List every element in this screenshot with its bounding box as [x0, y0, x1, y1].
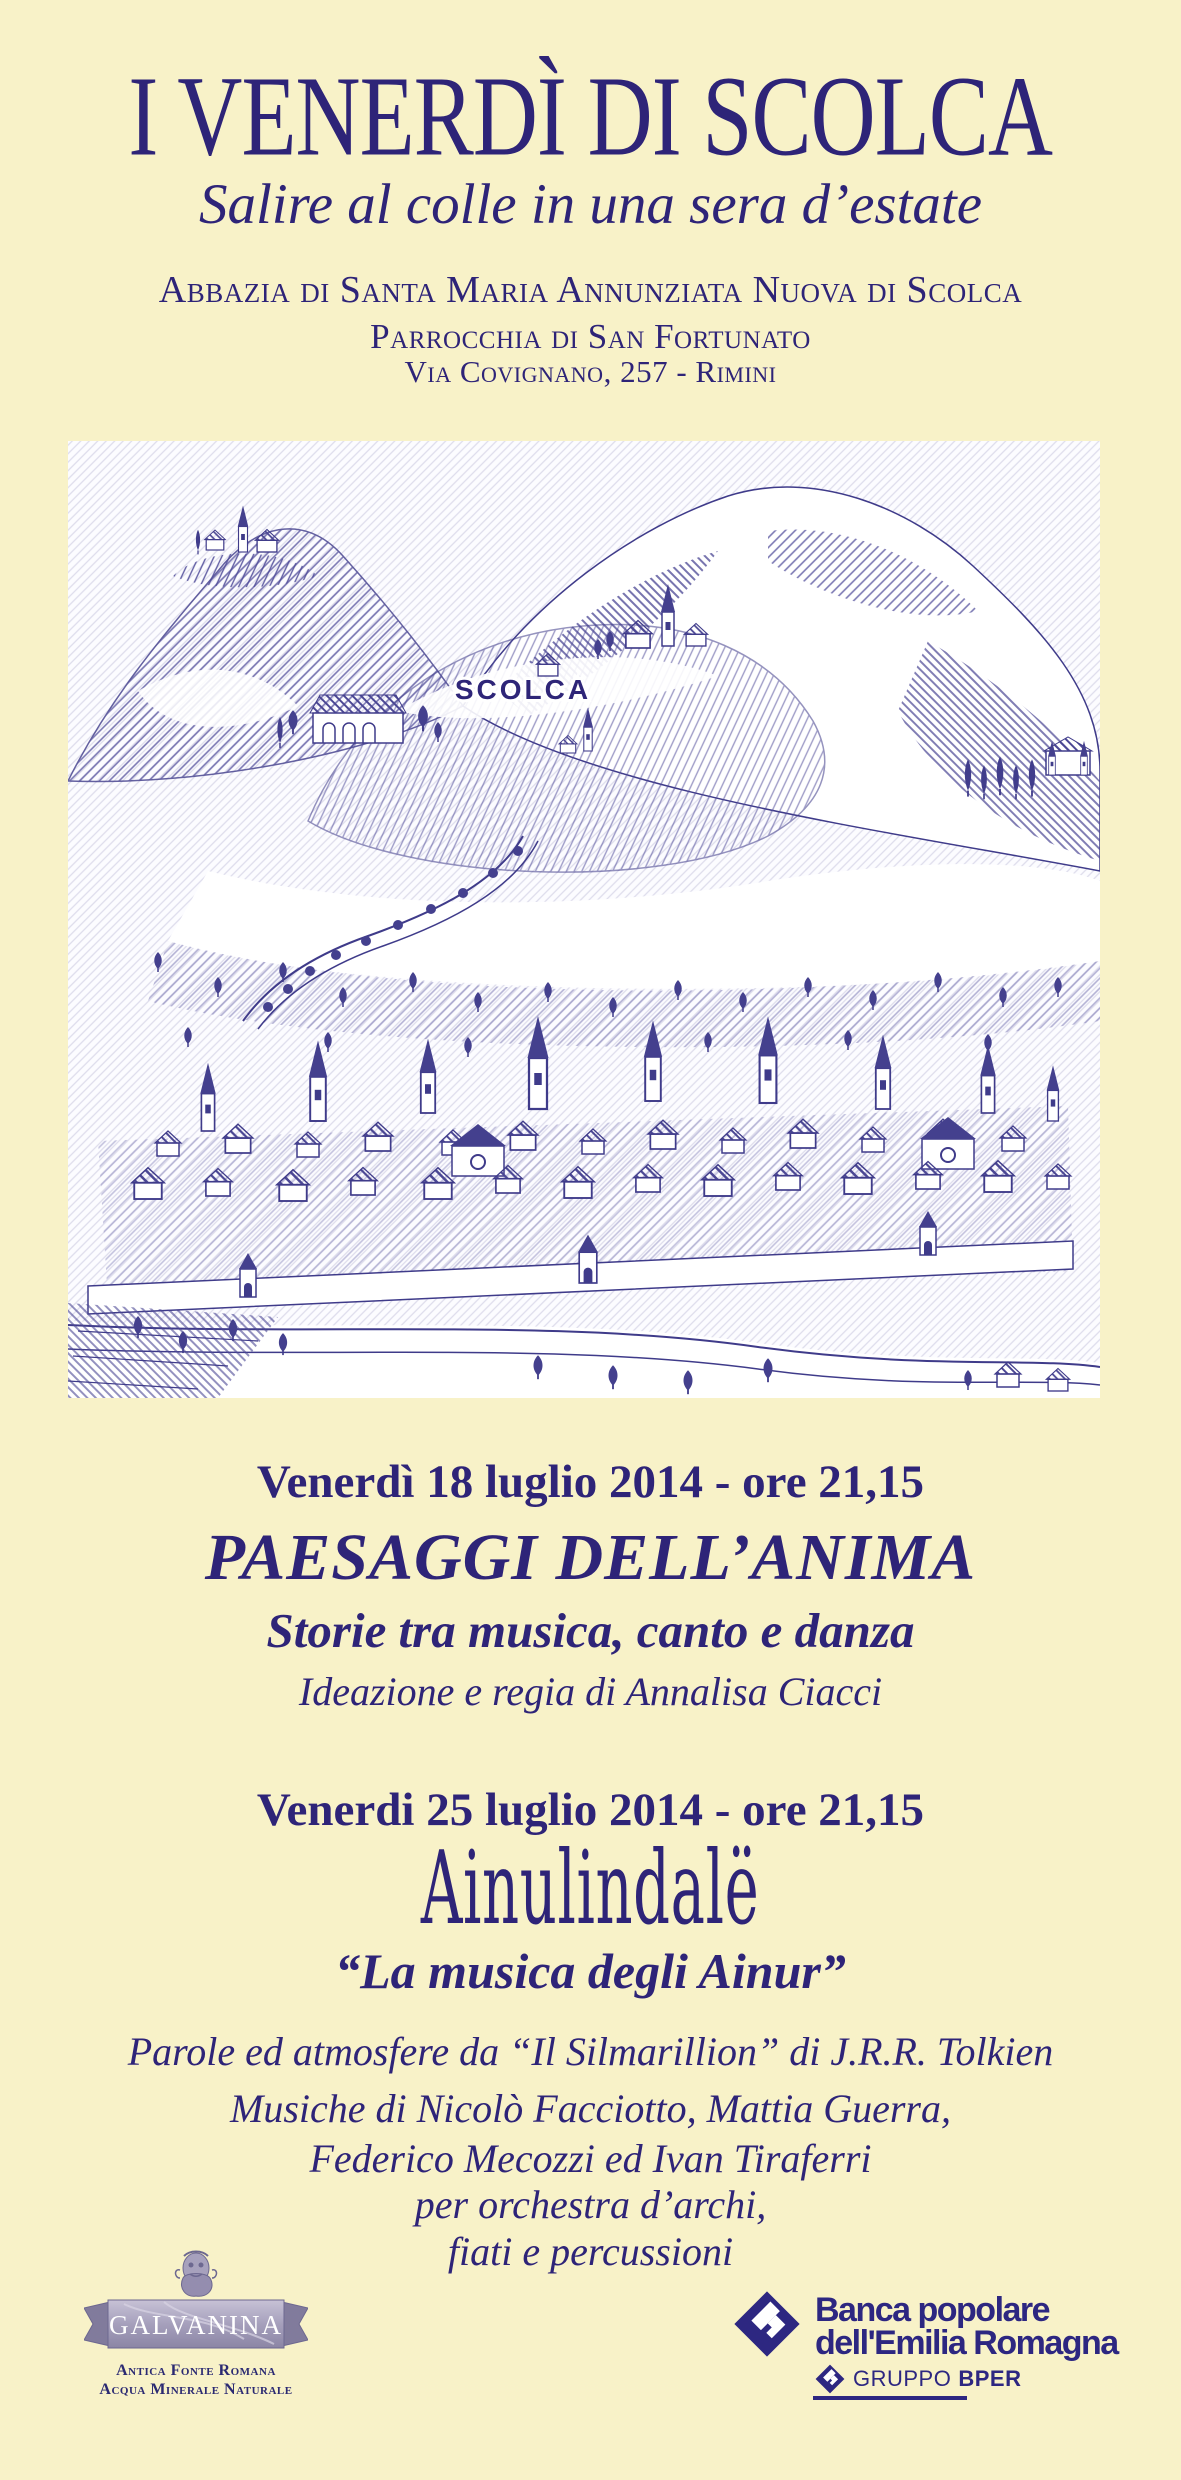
bper-name [815, 2291, 1118, 2363]
venue-line-3: Via Covignano, 257 - Rimini [404, 354, 777, 389]
event-2-date: Venerdi 25 luglio 2014 - ore 21,15 [256, 1784, 925, 1836]
event-1-credit: Ideazione e regia di Annalisa Ciacci [298, 1669, 883, 1714]
venue-line-1: Abbazia di Santa Maria Annunziata Nuova di Scolca [158, 269, 1023, 311]
page-subtitle: Salire al colle in una sera d’estate [198, 173, 983, 236]
event-1-title: PAESAGGI DELL’ANIMA [204, 1521, 977, 1594]
page-title [0, 53, 1181, 180]
event-2-credit-4: per orchestra d’archi, [414, 2182, 767, 2227]
event-2-credit-1: Parole ed atmosfere da “Il Silmarillion” di J.R.R. Tolkien [127, 2029, 1054, 2074]
engraving-illustration [68, 441, 1100, 1398]
bper-group-diamond-icon [815, 2364, 845, 2394]
galvanina-name: GALVANINA [108, 2310, 284, 2340]
galvanina-banner [84, 2294, 308, 2352]
illustration-place-label: SCOLCA [454, 674, 592, 705]
event-2-credit-2: Musiche di Nicolò Facciotto, Mattia Guerra, [230, 2086, 951, 2131]
bper-name-line-1: Banca popolare [815, 2291, 1050, 2329]
event-1-subtitle: Storie tra musica, canto e danza [266, 1603, 915, 1658]
galvanina-tagline-1: Antica Fonte Romana [116, 2362, 276, 2379]
sponsor-galvanina [76, 2248, 316, 2399]
venue-line-2: Parrocchia di San Fortunato [370, 317, 811, 356]
galvanina-tagline-2: Acqua Minerale Naturale [99, 2381, 293, 2399]
bper-main-row [733, 2290, 1143, 2361]
event-2-title-text: Ainulindalë [421, 1829, 760, 1948]
galvanina-taglines [76, 2361, 316, 2399]
page-title-text: I VENERDÌ DI SCOLCA [128, 53, 1053, 180]
sponsor-bper [733, 2290, 1143, 2410]
bper-group-row [815, 2364, 1021, 2394]
event-1-date: Venerdì 18 luglio 2014 - ore 21,15 [256, 1456, 925, 1508]
bper-diamond-icon [733, 2290, 801, 2358]
bper-group-label: GRUPPO [853, 2366, 952, 2391]
bper-group-text [853, 2366, 1021, 2392]
event-2-credit-5: fiati e percussioni [447, 2229, 734, 2274]
event-2-credit-3: Federico Mecozzi ed Ivan Tiraferri [309, 2136, 872, 2181]
bper-underline [813, 2396, 967, 2400]
bper-name-line-2: dell'Emilia Romagna [815, 2324, 1118, 2363]
event-2-title [0, 1829, 1181, 1948]
bper-group-name: BPER [958, 2366, 1022, 2391]
event-2-subtitle: “La musica degli Ainur” [335, 1943, 846, 1999]
